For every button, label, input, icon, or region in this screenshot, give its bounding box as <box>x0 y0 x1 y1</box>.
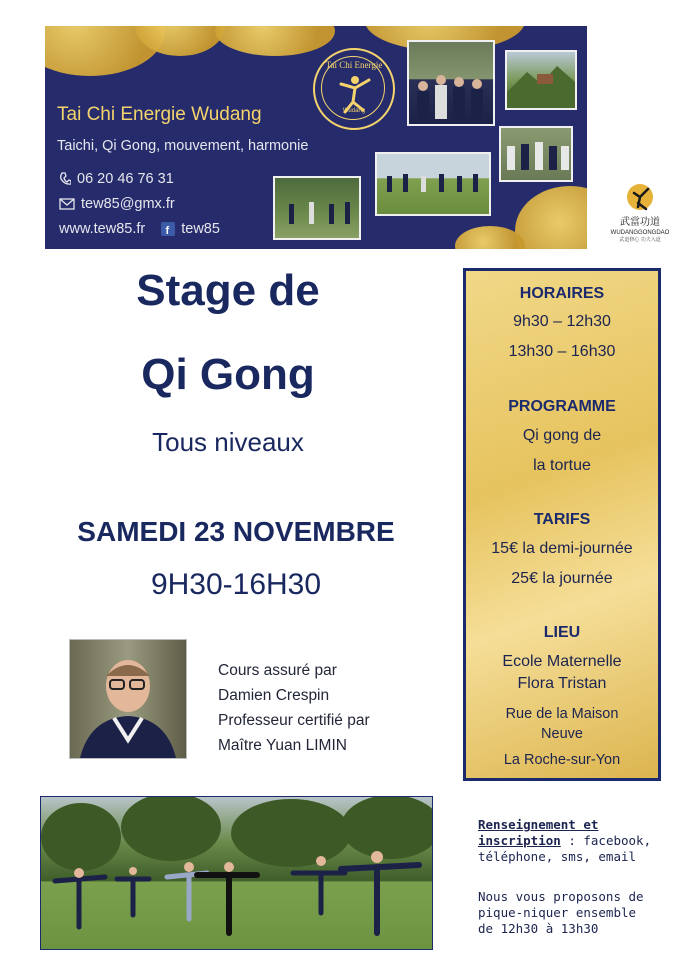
website-url: www.tew85.fr <box>59 221 146 237</box>
programme-line-1: Qi gong de <box>522 427 602 444</box>
outdoor-practice-photo <box>375 152 491 216</box>
mountain-temple-photo <box>505 50 577 110</box>
banner-subtitle: Taichi, Qi Gong, mouvement, harmonie <box>57 138 309 154</box>
banner-title: Tai Chi Energie Wudang <box>57 104 262 125</box>
contact-channels-1: : facebook, <box>560 833 652 848</box>
group-photo <box>407 40 495 126</box>
title-line-1: Stage de <box>136 266 320 315</box>
facebook-icon <box>161 222 175 236</box>
lieu-school-2: Flora Tristan <box>517 675 607 692</box>
header-banner <box>45 26 587 249</box>
tarifs-heading: TARIFS <box>533 511 591 528</box>
dancer-icon <box>315 50 393 128</box>
tarif-full-day: 25€ la journée <box>511 570 613 587</box>
picnic-line-1: Nous vous proposons de <box>478 889 644 904</box>
horaires-afternoon: 13h30 – 16h30 <box>508 343 616 360</box>
facebook-handle: tew85 <box>181 221 220 237</box>
title-line-2: Qi Gong <box>141 350 315 399</box>
yin-yang-icon <box>604 183 676 213</box>
lieu-city: La Roche-sur-Yon <box>503 752 621 768</box>
contact-channels-2: téléphone, sms, email <box>478 849 637 864</box>
teacher-line-1: Cours assuré par <box>218 662 337 679</box>
tarif-half-day: 15€ la demi-journée <box>491 540 633 557</box>
level-text: Tous niveaux <box>152 427 304 457</box>
contact-heading-1: Renseignement et <box>478 817 599 832</box>
mail-icon <box>59 198 75 210</box>
picnic-line-2: pique-niquer ensemble <box>478 905 637 920</box>
forest-practice-photo <box>273 176 361 240</box>
lieu-heading: LIEU <box>543 624 581 641</box>
group-photo-two <box>499 126 573 182</box>
event-time: 9H30-16H30 <box>150 568 322 601</box>
logo-chinese-text: 武當功道 <box>620 217 660 228</box>
logo-latin-text: WUDANGGONGDAO <box>610 230 670 236</box>
picnic-line-3: de 12h30 à 13h30 <box>478 921 599 936</box>
web-line <box>59 221 220 237</box>
svg-text:f: f <box>165 225 170 236</box>
phone-number: 06 20 46 76 31 <box>77 171 174 187</box>
horaires-morning: 9h30 – 12h30 <box>513 313 611 330</box>
programme-line-2: la tortue <box>533 457 591 474</box>
contact-info <box>478 817 678 865</box>
wudang-gongdao-logo <box>604 183 676 245</box>
teacher-portrait <box>69 639 187 759</box>
teacher-line-3: Professeur certifié par <box>218 712 370 729</box>
event-date: SAMEDI 23 NOVEMBRE <box>77 516 395 547</box>
lieu-street-2: Neuve <box>541 726 583 742</box>
programme-heading: PROGRAMME <box>508 398 616 415</box>
email-line <box>59 196 175 212</box>
group-practice-photo <box>40 796 433 950</box>
email-address: tew85@gmx.fr <box>81 196 175 212</box>
teacher-line-4: Maître Yuan LIMIN <box>218 737 347 754</box>
tai-chi-emblem-logo: Tai Chi Energie Wudang <box>313 48 395 130</box>
teacher-line-2: Damien Crespin <box>218 687 330 704</box>
logo-tagline: 武道修心 功夫入道 <box>619 237 661 243</box>
picnic-info <box>478 889 678 937</box>
info-panel <box>463 268 661 781</box>
phone-icon <box>59 172 71 186</box>
horaires-heading: HORAIRES <box>519 285 605 302</box>
lieu-school-1: Ecole Maternelle <box>502 653 622 670</box>
phone-line <box>59 171 174 187</box>
contact-heading-2: inscription <box>478 833 561 848</box>
lieu-street-1: Rue de la Maison <box>505 706 619 722</box>
